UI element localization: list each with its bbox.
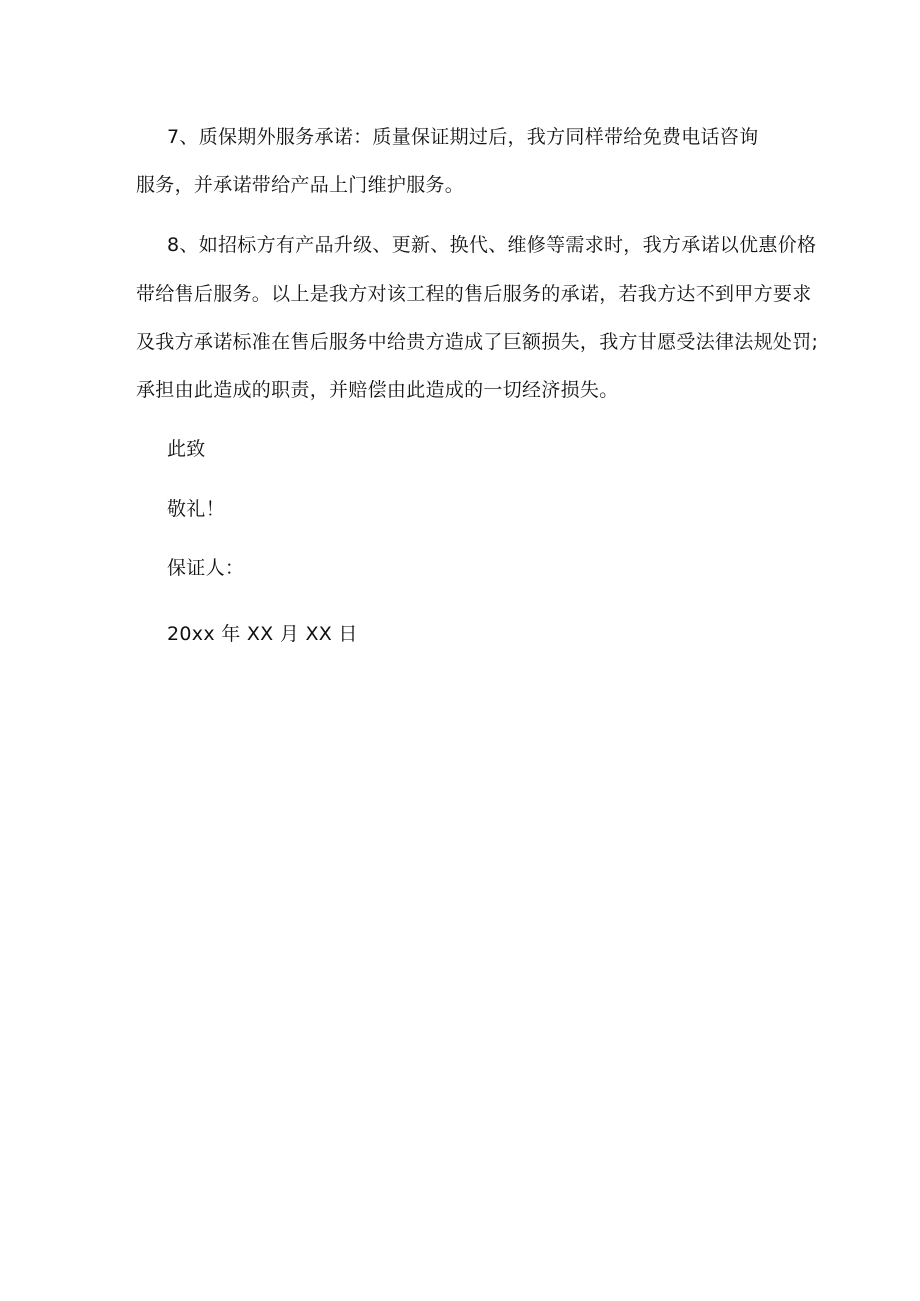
salutation-cizhi: 此致 [167,438,206,460]
paragraph-8-line-4: 承担由此造成的职责，并赔偿由此造成的一切经济损失。 [136,379,619,401]
paragraph-8-line-2: 带给售后服务。以上是我方对该工程的售后服务的承诺，若我方达不到甲方要求 [136,283,812,305]
paragraph-7-line-1: 7、质保期外服务承诺：质量保证期过后，我方同样带给免费电话咨询 [167,126,759,148]
paragraph-7-line-2: 服务，并承诺带给产品上门维护服务。 [136,174,465,196]
salutation-jingli: 敬礼！ [167,498,225,520]
guarantor-label: 保证人： [167,557,245,579]
paragraph-8-line-1: 8、如招标方有产品升级、更新、换代、维修等需求时，我方承诺以优惠价格 [167,234,817,256]
paragraph-8-line-3: 及我方承诺标准在售后服务中给贵方造成了巨额损失，我方甘愿受法律法规处罚; [136,331,819,353]
document-date: 20xx 年 XX 月 XX 日 [167,623,358,645]
